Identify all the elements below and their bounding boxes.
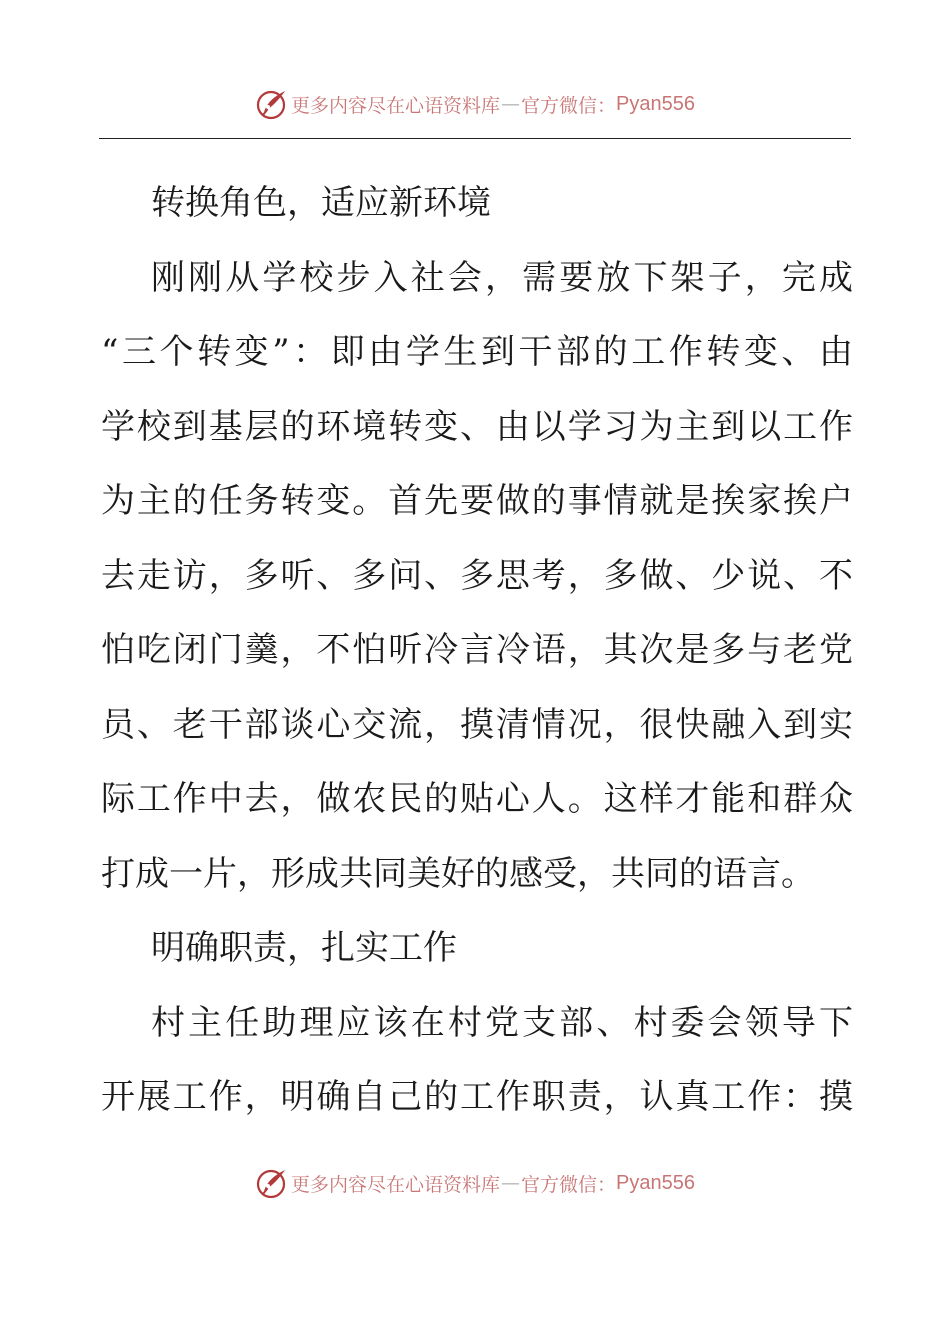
banner-dash: — [501,1172,521,1194]
banner-text: 更多内容尽在心语资料库 [291,1173,501,1196]
banner-wechat-id: Pyan556 [616,92,695,115]
banner-wechat-label: 官方微信： [521,1173,617,1196]
document-body [101,166,853,1135]
quill-pen-logo-icon [255,87,289,121]
paragraph-line: 际工作中去，做农民的贴心人。这样才能和群众 [101,779,853,819]
header-banner [0,84,950,124]
section-heading: 转换角色，适应新环境 [151,183,491,223]
footer-banner [0,1163,950,1203]
quill-pen-logo-icon [255,1166,289,1200]
section-heading: 明确职责，扎实工作 [151,928,457,968]
paragraph-line: 去走访，多听、多问、多思考，多做、少说、不 [101,555,853,596]
paragraph-line: 为主的任务转变。首先要做的事情就是挨家挨户 [101,481,853,521]
banner-wechat-label: 官方微信： [521,94,617,117]
banner-wechat-id: Pyan556 [616,1171,695,1194]
paragraph-line: “三个转变”：即由学生到干部的工作转变、由 [101,332,853,372]
paragraph-line: 员、老干部谈心交流，摸清情况，很快融入到实 [101,704,853,745]
paragraph-line: 打成一片，形成共同美好的感受，共同的语言。 [101,853,815,894]
banner-dash: — [501,93,521,115]
paragraph-line: 怕吃闭门羹，不怕听冷言冷语，其次是多与老党 [101,630,853,670]
paragraph-line: 村主任助理应该在村党支部、村委会领导下 [151,1002,853,1043]
paragraph-line: 学校到基层的环境转变、由以学习为主到以工作 [101,406,853,447]
banner-text: 更多内容尽在心语资料库 [291,94,501,117]
header-divider [99,138,851,139]
paragraph-line: 开展工作，明确自己的工作职责，认真工作：摸 [101,1077,853,1117]
paragraph-line: 刚刚从学校步入社会，需要放下架子，完成 [151,257,853,298]
